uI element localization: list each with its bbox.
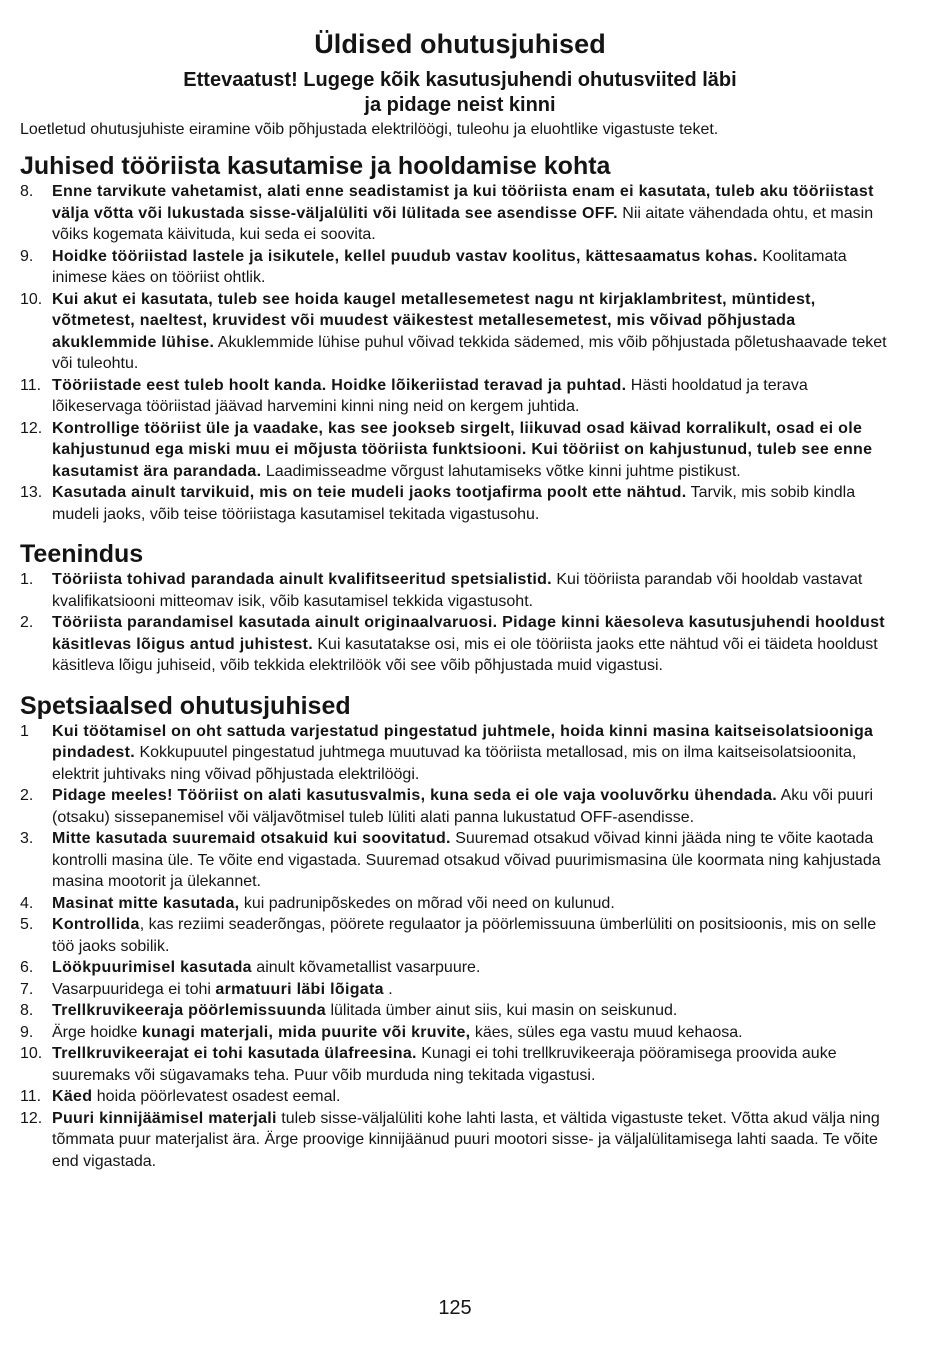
page-number: 125 [438, 1297, 472, 1319]
list-service [20, 569, 900, 677]
list-item [20, 482, 900, 525]
list-item [20, 289, 900, 375]
list-item-bold-text: Pidage meeles! Tööriist on alati kasutusvalmis, kuna seda ei ole vaja vooluvõrku ühendada. [52, 787, 778, 804]
list-item [20, 375, 900, 418]
list-item-text [52, 375, 900, 418]
list-item-bold-text: Kui akut ei kasutata, tuleb see hoida kaugel metallesemetest nagu nt kirjaklambritest, müntidest, võtmetest, naeltest, kruvidest või muudest väikestest metallesemetest, mis võivad põhjustada akuklemmide lühise. [52, 290, 816, 351]
list-item-number: 4. [20, 894, 34, 912]
list-item-number: 8. [20, 1002, 34, 1019]
list-item-plain-text: Vasarpuuridega ei tohi [52, 980, 216, 998]
list-item-text [52, 1022, 900, 1044]
list-item-text [52, 893, 900, 915]
section-heading-special: Spetsiaalsed ohutusjuhised [20, 691, 351, 720]
list-item-number: 3. [20, 830, 34, 847]
warning-heading [20, 68, 900, 118]
page-title: Üldised ohutusjuhised [314, 29, 606, 59]
list-item-plain-text: lülitada ümber ainut siis, kui masin on seiskunud. [326, 1002, 678, 1019]
list-item-number: 9. [20, 1023, 34, 1041]
list-item-text [52, 482, 900, 525]
list-item-text [52, 957, 900, 979]
list-item-number: 12. [20, 419, 43, 437]
list-item [20, 914, 900, 957]
list-item-plain-text: Akuklemmide lühise puhul võivad tekkida sädemed, mis võib põhjustada põletushaavade teket või tuleohtu. [52, 333, 887, 372]
list-item-bold-text: Kui töötamisel on oht sattuda varjestatud pingestatud juhtmele, hoida kinni masina kaitseisolatsiooniga pindadest. [52, 722, 874, 761]
list-item [20, 828, 900, 893]
list-item-number: 10. [20, 1045, 43, 1062]
list-item [20, 721, 900, 786]
list-item-bold-text: Kasutada ainult tarvikuid, mis on teie mudeli jaoks tootjafirma poolt ette nähtud. [52, 484, 687, 501]
list-item-plain-text: Nii aitate vähendada ohtu, et masin võiks kogemata käivituda, kui seda ei soovita. [52, 204, 874, 243]
list-item-number: 1. [20, 571, 34, 588]
list-item [20, 246, 900, 289]
list-item [20, 1000, 900, 1022]
list-item [20, 1022, 900, 1044]
list-item-text [52, 246, 900, 289]
list-item-plain-text: hoida pöörlevatest osadest eemal. [92, 1088, 341, 1105]
list-item [20, 1086, 900, 1108]
list-item-text [52, 569, 900, 612]
list-item [20, 569, 900, 612]
list-item-number: 9. [20, 247, 34, 265]
list-item-bold-text: Puuri kinnijäämisel materjali [52, 1109, 277, 1127]
list-item-text [52, 181, 900, 246]
list-item-text [52, 721, 900, 786]
list-item-number: 2. [20, 787, 34, 804]
list-item-number: 2. [20, 614, 34, 631]
list-item [20, 181, 900, 246]
list-item [20, 612, 900, 677]
list-item-text [52, 1043, 900, 1086]
list-item-number: 6. [20, 959, 34, 976]
list-item-text [52, 1086, 900, 1108]
warning-line-2: ja pidage neist kinni [364, 94, 556, 116]
list-item-plain-text: käes, süles ega vastu muud kehaosa. [470, 1023, 743, 1041]
list-item-bold-text: Trellkruvikeeraja pöörlemissuunda [52, 1002, 327, 1019]
list-item-bold-text: Hoidke tööriistad lastele ja isikutele, kellel puudub vastav koolitus, kättesaamatus kohas. [52, 247, 758, 265]
section-heading-usage: Juhised tööriista kasutamise ja hooldamise kohta [20, 152, 611, 180]
list-item [20, 893, 900, 915]
list-item-text [52, 612, 900, 677]
list-item-bold-text: Löökpuurimisel kasutada [52, 959, 252, 976]
list-item-plain-text: Ärge hoidke [52, 1023, 142, 1041]
list-item-plain-text: . [383, 980, 393, 998]
list-usage [20, 181, 900, 525]
list-item-bold-text: Kontrollige tööriist üle ja vaadake, kas see jookseb sirgelt, liikuvad osad käivad korralikult, osad ei ole kahjustunud ega miski muu ei mõjusta tööriista funktsiooni. Kui tööriist on kahjustunud, tuleb see enne kasutamist ära parandada. [52, 419, 873, 480]
list-item-plain-text: Kui kasutatakse osi, mis ei ole tööriista jaoks ette nähtud või ei täideta hooldust käsitleva lõigu juhiseid, võib tekkida elektrilöök või see võib põhjustada muid vigastusi. [52, 635, 878, 674]
list-item-bold-text: Tööriistade eest tuleb hoolt kanda. Hoidke lõikeriistad teravad ja puhtad. [52, 376, 627, 394]
list-item-text [52, 914, 900, 957]
list-item-number: 1 [20, 722, 29, 740]
list-item-plain-text: kui padrunipõskedes on mõrad või need on kulunud. [239, 894, 615, 912]
list-item [20, 1043, 900, 1086]
list-item-number: 13. [20, 484, 43, 501]
list-item [20, 785, 900, 828]
list-item-number: 5. [20, 916, 34, 933]
list-item-bold-text: armatuuri läbi lõigata [215, 980, 384, 998]
list-item-plain-text: Tarvik, mis sobib kindla mudeli jaoks, võib teise tööriistaga kasutamisel tekitada vigastusohu. [52, 484, 856, 523]
list-item-bold-text: Mitte kasutada suuremaid otsakuid kui soovitatud. [52, 830, 451, 847]
list-item-plain-text: , kas reziimi seaderõngas, pöörete regulaator ja pöörlemissuuna ümberlüliti on positsioonis, mis on selle töö jaoks sobilik. [52, 916, 877, 955]
list-item-bold-text: Masinat mitte kasutada, [52, 894, 240, 912]
list-item-plain-text: Kui tööriista parandab või hooldab vastavat kvalifikatsiooni mitteomav isik, võib kasutamisel tekkida vigastusoht. [52, 571, 863, 610]
list-item-plain-text: Aku või puuri (otsaku) sissepanemisel või väljavõtmisel tuleb lüliti alati panna lukustatud OFF-asendisse. [52, 787, 874, 826]
list-item [20, 1108, 900, 1173]
list-item-bold-text: kunagi materjali, mida puurite või kruvite, [141, 1023, 471, 1041]
list-special [20, 721, 900, 1173]
document-page [20, 26, 900, 1172]
list-item-plain-text: Suuremad otsakud võivad kinni jääda ning te võite kaotada kontrolli masina üle. Te võite end vigastada. Suuremad otsakud võivad puurimismasina üle koormata ning kahjustada masina mootorit ja ülekannet. [52, 830, 881, 890]
list-item-text [52, 289, 900, 375]
warning-line-1: Ettevaatust! Lugege kõik kasutusjuhendi ohutusviited läbi [183, 69, 737, 91]
list-item-plain-text: Laadimisseadme võrgust lahutamiseks võtke kinni juhtme pistikust. [261, 462, 741, 480]
list-item-text [52, 785, 900, 828]
list-item-plain-text: Kokkupuutel pingestatud juhtmega muutuvad ka tööriista metallosad, mis on ilma kaitseisolatsioonita, elektrit juhtivaks ning võivad põhjustada elektrilöögi. [52, 744, 857, 783]
list-item-plain-text: Kunagi ei tohi trellkruvikeeraja pööramisega proovida auke suuremaks või sügavamaks teha. Puur võib murduda ning tekitada vigastusi. [52, 1045, 837, 1084]
list-item-text [52, 1000, 900, 1022]
list-item-number: 12. [20, 1109, 43, 1127]
list-item-text [52, 979, 900, 1001]
list-item-bold-text: Trellkruvikeerajat ei tohi kasutada ülafreesina. [52, 1045, 417, 1062]
list-item-bold-text: Enne tarvikute vahetamist, alati enne seadistamist ja kui tööriista enam ei kasutata, tuleb aku tööriistast välja võtta või lukustada sisse-väljalüliti või lülitada see asendisse OFF. [52, 183, 874, 222]
list-item-number: 8. [20, 183, 34, 200]
list-item-text [52, 828, 900, 893]
list-item-number: 11. [20, 376, 42, 394]
list-item-bold-text: Kontrollida [52, 916, 140, 933]
list-item-bold-text: Tööriista tohivad parandada ainult kvalifitseeritud spetsialistid. [52, 571, 552, 588]
list-item-bold-text: Käed [52, 1088, 93, 1105]
list-item [20, 979, 900, 1001]
list-item-number: 11. [20, 1088, 42, 1105]
list-item-bold-text: Tööriista parandamisel kasutada ainult originaalvaruosi. Pidage kinni käesoleva kasutusjuhendi hooldust käsitlevas lõigus antud juhistest. [52, 614, 885, 653]
section-heading-service: Teenindus [20, 540, 144, 568]
intro-text: Loetletud ohutusjuhiste eiramine võib põhjustada elektrilöögi, tuleohu ja eluohtlike vigastuste teket. [20, 121, 719, 138]
list-item-number: 10. [20, 290, 43, 308]
list-item [20, 418, 900, 483]
list-item-plain-text: Koolitamata inimese käes on tööriist ohtlik. [52, 247, 847, 286]
list-item [20, 957, 900, 979]
list-item-number: 7. [20, 980, 34, 998]
list-item-text [52, 418, 900, 483]
list-item-text [52, 1108, 900, 1173]
list-item-plain-text: Hästi hooldatud ja terava lõikeservaga tööriistad jäävad harvemini kinni ning neid on kergem juhtida. [52, 376, 808, 415]
list-item-plain-text: ainult kõvametallist vasarpuure. [251, 959, 481, 976]
list-item-plain-text: tuleb sisse-väljalüliti kohe lahti lasta, et vältida vigastuste teket. Võtta akud välja ning tõmmata puur materjalist ära. Ärge proovige kinnijäänud puuri mootori sisse- ja väljalülitamisega lahti saada. Te võite end vigastada. [52, 1109, 880, 1170]
